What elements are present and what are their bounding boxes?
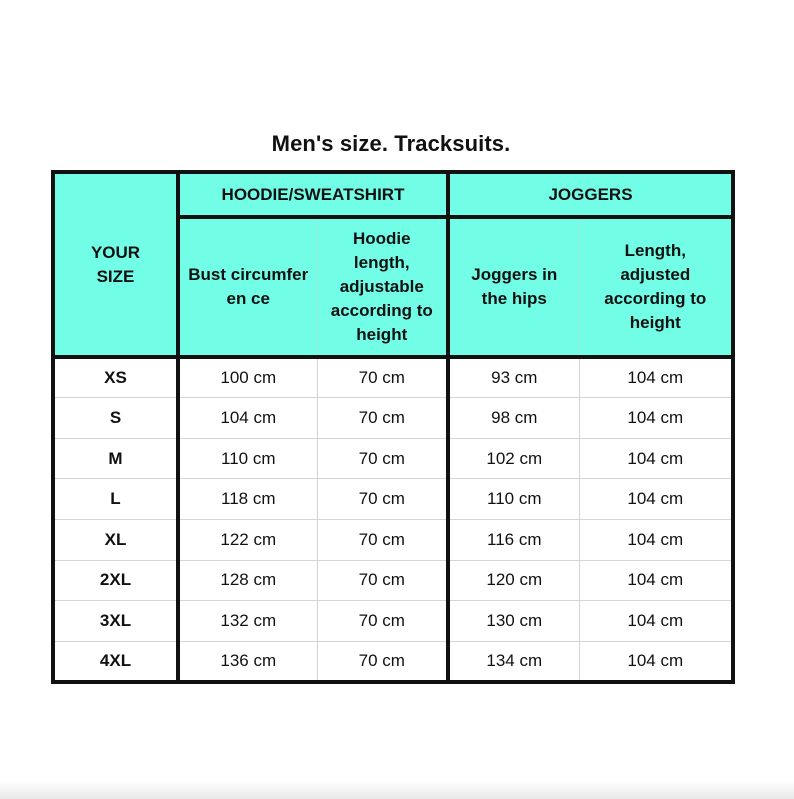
chart-title: Men's size. Tracksuits. — [271, 131, 511, 156]
joggers-length-cell: 104 cm — [579, 520, 733, 561]
bust-cell: 104 cm — [178, 398, 317, 439]
group-joggers-header: JOGGERS — [448, 172, 733, 217]
group-hoodie-header: HOODIE/SWEATSHIRT — [178, 172, 448, 217]
bust-cell: 100 cm — [178, 357, 317, 398]
size-cell: L — [53, 479, 178, 520]
bust-cell: 122 cm — [178, 520, 317, 561]
joggers-hips-cell: 93 cm — [448, 357, 579, 398]
size-chart-table — [51, 170, 735, 684]
table-row — [53, 641, 733, 682]
joggers-hips-cell: 130 cm — [448, 601, 579, 642]
bust-cell: 132 cm — [178, 601, 317, 642]
joggers-length-cell: 104 cm — [579, 479, 733, 520]
bust-cell: 136 cm — [178, 641, 317, 682]
joggers-length-cell: 104 cm — [579, 601, 733, 642]
joggers-hips-cell: 120 cm — [448, 560, 579, 601]
joggers-hips-cell: 116 cm — [448, 520, 579, 561]
hoodie-length-cell: 70 cm — [317, 357, 448, 398]
table-row — [53, 357, 733, 398]
joggers-hips-cell: 102 cm — [448, 438, 579, 479]
bust-cell: 110 cm — [178, 438, 317, 479]
column-header-joggers-hips — [448, 217, 579, 357]
your-size-header — [53, 172, 178, 357]
joggers-length-cell: 104 cm — [579, 398, 733, 439]
joggers-length-cell: 104 cm — [579, 438, 733, 479]
size-cell: XS — [53, 357, 178, 398]
column-header-hoodie-length-label: Hoodie length, adjustable according to height — [330, 229, 433, 344]
joggers-hips-cell: 110 cm — [448, 479, 579, 520]
hoodie-length-cell: 70 cm — [317, 398, 448, 439]
joggers-length-cell: 104 cm — [579, 560, 733, 601]
size-cell: 2XL — [53, 560, 178, 601]
table-row — [53, 479, 733, 520]
column-header-joggers-length — [579, 217, 733, 357]
hoodie-length-cell: 70 cm — [317, 601, 448, 642]
bust-cell: 118 cm — [178, 479, 317, 520]
table-row — [53, 438, 733, 479]
size-cell: S — [53, 398, 178, 439]
table-row — [53, 520, 733, 561]
hoodie-length-cell: 70 cm — [317, 479, 448, 520]
joggers-length-cell: 104 cm — [579, 641, 733, 682]
group-header-row — [53, 172, 733, 217]
joggers-hips-cell: 98 cm — [448, 398, 579, 439]
bottom-shadow — [0, 781, 794, 799]
size-cell: 4XL — [53, 641, 178, 682]
table-row — [53, 560, 733, 601]
column-header-joggers-length-label: Length, adjusted according to height — [604, 241, 707, 332]
size-cell: XL — [53, 520, 178, 561]
hoodie-length-cell: 70 cm — [317, 641, 448, 682]
your-size-label: YOUR SIZE — [90, 242, 141, 286]
column-header-bust — [178, 217, 317, 357]
hoodie-length-cell: 70 cm — [317, 438, 448, 479]
table-row — [53, 398, 733, 439]
hoodie-length-cell: 70 cm — [317, 520, 448, 561]
bust-cell: 128 cm — [178, 560, 317, 601]
hoodie-length-cell: 70 cm — [317, 560, 448, 601]
table-row — [53, 601, 733, 642]
size-cell: 3XL — [53, 601, 178, 642]
joggers-hips-cell: 134 cm — [448, 641, 579, 682]
column-header-hoodie-length — [317, 217, 448, 357]
column-header-joggers-hips-label: Joggers in the hips — [471, 265, 558, 308]
joggers-length-cell: 104 cm — [579, 357, 733, 398]
column-header-bust-label: Bust circumferen ce — [188, 265, 309, 308]
size-cell: M — [53, 438, 178, 479]
